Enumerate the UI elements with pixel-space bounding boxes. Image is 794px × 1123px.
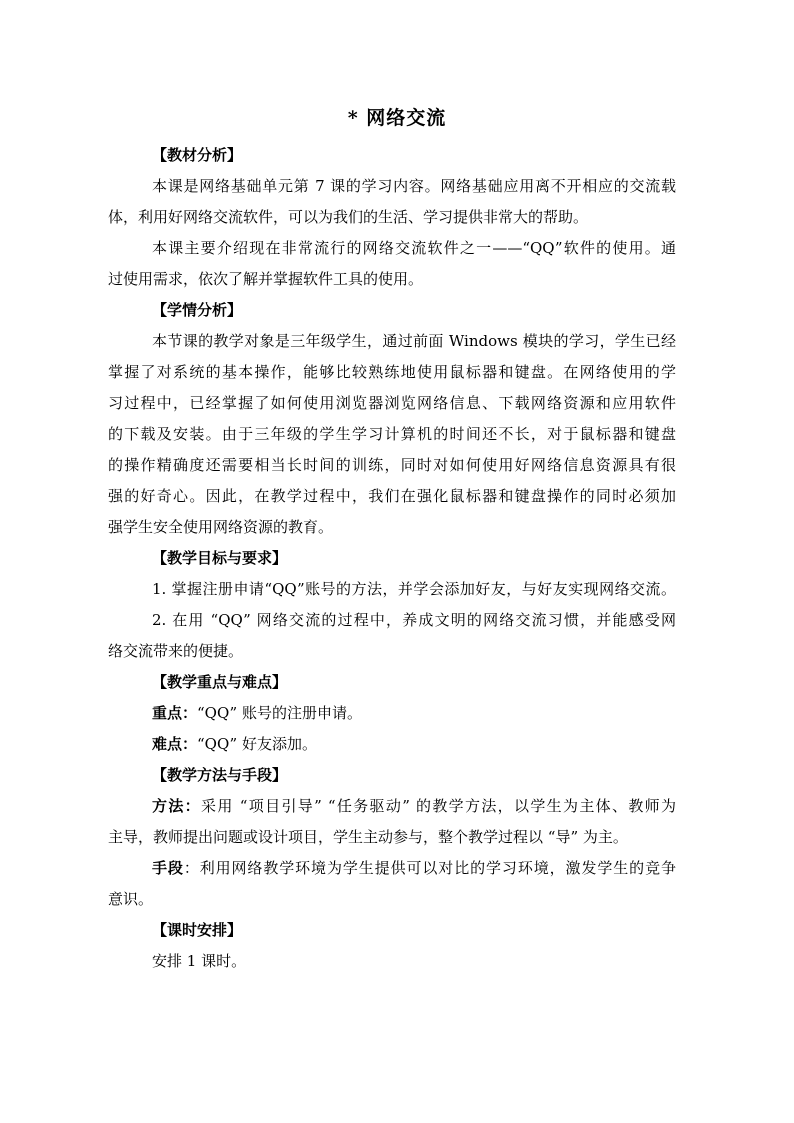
means-line <box>108 853 676 884</box>
paragraph-line: 本课主要介绍现在非常流行的网络交流软件之一——“QQ”软件的使用。通 <box>152 239 676 257</box>
key-point-label: 重点： <box>152 704 198 722</box>
document-title: * 网络交流 <box>347 107 447 129</box>
paragraph-line: 过使用需求，依次了解并掌握软件工具的使用。 <box>108 270 424 288</box>
section-heading-textbook-analysis: 【教材分析】 <box>152 146 243 164</box>
paragraph-line: 强学生安全使用网络资源的教育。 <box>108 518 334 536</box>
difficulty-text: “QQ” 好友添加。 <box>197 735 317 753</box>
paragraph-line: 习过程中，已经掌握了如何使用浏览器浏览网络信息、下载网络资源和应用软件 <box>108 394 676 412</box>
list-item: 1. 掌握注册申请“QQ”账号的方法，并学会添加好友，与好友实现网络交流。 <box>152 580 676 598</box>
list-item-continuation: 络交流带来的便捷。 <box>108 642 244 660</box>
paragraph-line: 强的好奇心。因此，在教学过程中，我们在强化鼠标器和键盘操作的同时必须加 <box>108 487 676 505</box>
paragraph-line: 的下载及安装。由于三年级的学生学习计算机的时间还不长，对于鼠标器和键盘 <box>108 425 676 443</box>
means-label: 手段 <box>152 859 184 877</box>
section-heading-student-analysis: 【学情分析】 <box>152 301 243 319</box>
method-line-continuation: 主导，教师提出问题或设计项目，学生主动参与，整个教学过程以 “导” 为主。 <box>108 828 628 846</box>
list-item: 2. 在用 “QQ” 网络交流的过程中，养成文明的网络交流习惯，并能感受网 <box>152 611 676 629</box>
key-point-text: “QQ” 账号的注册申请。 <box>197 704 362 722</box>
key-point-line <box>108 698 676 729</box>
method-label: 方法： <box>152 797 202 815</box>
paragraph-line: 的操作精确度还需要相当长时间的训练，同时对如何使用好网络信息资源具有很 <box>108 456 676 474</box>
method-text: 采用 “项目引导” “任务驱动” 的教学方法，以学生为主体、教师为 <box>201 797 676 815</box>
section-heading-key-points: 【教学重点与难点】 <box>152 673 288 691</box>
paragraph-line: 体，利用好网络交流软件，可以为我们的生活、学习提供非常大的帮助。 <box>108 208 589 226</box>
means-text: ：利用网络教学环境为学生提供可以对比的学习环境，激发学生的竞争 <box>183 859 676 877</box>
section-heading-methods: 【教学方法与手段】 <box>152 766 288 784</box>
difficulty-label: 难点： <box>152 735 198 753</box>
document-body <box>108 140 676 977</box>
paragraph-line: 本课是网络基础单元第 7 课的学习内容。网络基础应用离不开相应的交流载 <box>152 177 676 195</box>
schedule-text: 安排 1 课时。 <box>152 952 247 970</box>
section-heading-goals: 【教学目标与要求】 <box>152 549 288 567</box>
method-line <box>108 791 676 822</box>
section-heading-schedule: 【课时安排】 <box>152 921 243 939</box>
paragraph-line: 本节课的教学对象是三年级学生，通过前面 Windows 模块的学习，学生已经 <box>152 332 676 350</box>
paragraph-line: 掌握了对系统的基本操作，能够比较熟练地使用鼠标器和键盘。在网络使用的学 <box>108 363 676 381</box>
means-line-continuation: 意识。 <box>108 890 154 908</box>
difficulty-line <box>108 729 676 760</box>
